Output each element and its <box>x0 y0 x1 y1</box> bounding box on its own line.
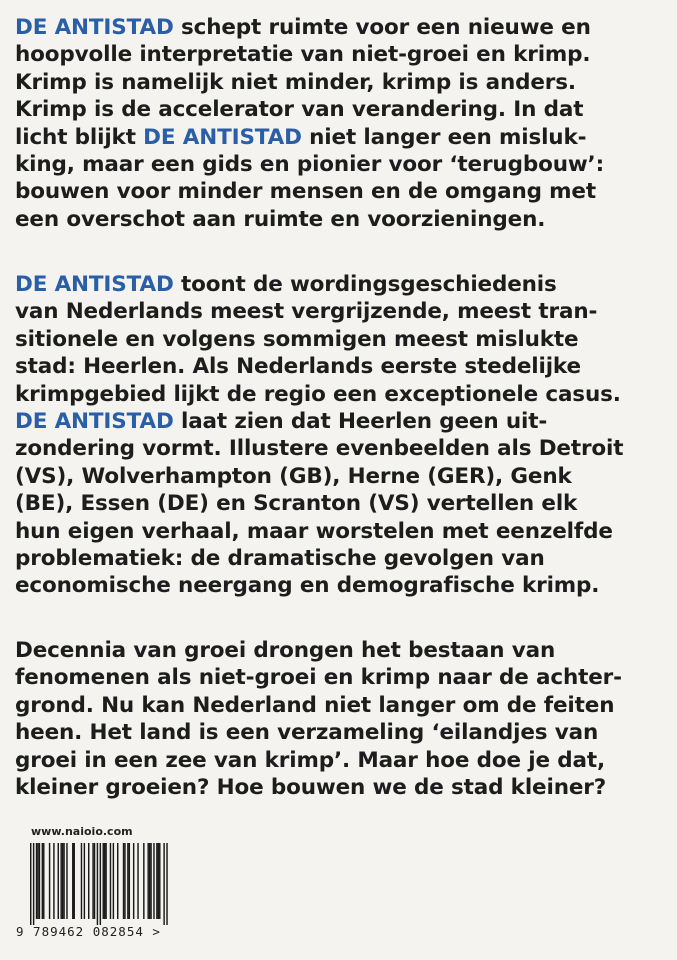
barcode-bar <box>156 843 157 919</box>
barcode-bar <box>30 843 31 925</box>
barcode-bar <box>88 843 89 919</box>
text-line <box>15 408 670 435</box>
barcode-number: 9 789462 082854 > <box>16 924 161 939</box>
text-segment: toont de wordingsgeschiedenis <box>173 272 557 297</box>
barcode-bar <box>159 843 160 919</box>
text-segment: heen. Het land is een verzameling ‘eilandjes van <box>15 720 599 746</box>
text-line <box>15 124 670 151</box>
barcode-bar <box>104 843 105 919</box>
barcode-bar <box>105 843 106 919</box>
text-line <box>15 381 670 408</box>
barcode-bar <box>74 843 75 919</box>
barcode-bar <box>143 843 144 919</box>
text-line <box>15 692 670 719</box>
barcode-bar <box>42 843 43 919</box>
barcode-bar <box>124 843 125 919</box>
blurb-paragraph-2 <box>15 271 670 600</box>
barcode-bar <box>60 843 61 919</box>
barcode-bar <box>153 843 154 919</box>
barcode-bar <box>97 843 98 925</box>
barcode-bar <box>149 843 150 919</box>
barcode-bar <box>92 843 93 919</box>
text-segment: king, maar een gids en pionier voor ‘terugbouw’: <box>15 151 605 177</box>
text-segment: kleiner groeien? Hoe bouwen we de stad kleiner? <box>15 774 607 800</box>
barcode-bar <box>123 843 124 919</box>
text-segment: licht blijkt <box>15 124 144 150</box>
barcode-bar <box>66 843 67 919</box>
text-line <box>15 96 670 123</box>
text-segment: grond. Nu kan Nederland niet langer om de feiten <box>15 692 615 718</box>
text-segment: een overschot aan ruimte en voorzieningen. <box>15 206 546 232</box>
text-segment: zondering vormt. Illustere evenbeelden als Detroit <box>15 436 624 462</box>
text-line <box>15 774 670 801</box>
text-segment: schept ruimte voor een nieuwe en <box>173 15 591 40</box>
blurb-paragraph-3 <box>15 637 670 801</box>
text-line <box>15 69 670 96</box>
barcode-bar <box>110 843 111 919</box>
barcode-bar <box>94 843 95 919</box>
text-segment: Decennia van groei drongen het bestaan van <box>15 638 556 663</box>
barcode-bar <box>39 843 40 919</box>
text-line <box>15 463 670 490</box>
barcode-bar <box>49 843 50 919</box>
text-segment: krimpgebied lijkt de regio een exceptionele casus. <box>15 381 621 407</box>
barcode-bar <box>62 843 63 919</box>
text-segment: groei in een zee van krimp’. Maar hoe doe je dat, <box>15 747 605 773</box>
text-line <box>15 14 670 41</box>
barcode-bar <box>158 843 159 919</box>
text-segment: van Nederlands meest vergrijzende, meest tran- <box>15 299 598 325</box>
book-title-mention: DE ANTISTAD <box>15 15 174 40</box>
barcode-bar <box>150 843 151 919</box>
barcode-bar <box>37 843 38 919</box>
barcode-bar <box>58 843 59 919</box>
text-line <box>15 572 670 599</box>
text-segment: economische neergang en demografische krimp. <box>15 573 600 599</box>
text-segment: stad: Heerlen. Als Nederlands eerste stedelijke <box>15 354 581 380</box>
text-line <box>15 206 670 233</box>
text-line <box>15 719 670 746</box>
text-segment: bouwen voor minder mensen en de omgang met <box>15 179 596 205</box>
book-title-mention: DE ANTISTAD <box>15 272 174 297</box>
text-segment: fenomenen als niet-groei en krimp naar de achter- <box>15 665 622 691</box>
barcode-bar <box>63 843 64 919</box>
text-segment: (VS), Wolverhampton (GB), Herne (GER), Genk <box>15 463 572 489</box>
text-line <box>15 435 670 462</box>
text-line <box>15 490 670 517</box>
barcode-bar <box>103 843 104 919</box>
text-segment: Krimp is namelijk niet minder, krimp is anders. <box>15 69 576 95</box>
barcode-bar <box>166 843 167 925</box>
text-line <box>15 326 670 353</box>
barcode-bar <box>53 843 54 919</box>
text-segment: laat zien dat Heerlen geen uit- <box>173 408 548 434</box>
text-segment: hoopvolle interpretatie van niet-groei en krimp. <box>15 42 591 68</box>
text-segment: (BE), Essen (DE) en Scranton (VS) vertellen elk <box>15 491 578 517</box>
barcode-bar <box>33 843 34 925</box>
book-title-mention: DE ANTISTAD <box>143 124 302 150</box>
barcode-bar <box>147 843 148 919</box>
text-line <box>15 151 670 178</box>
blurb-paragraph-1 <box>15 14 670 233</box>
text-segment: Krimp is de accelerator van verandering. In dat <box>15 97 584 123</box>
barcode-bar <box>113 843 114 919</box>
text-segment: hun eigen verhaal, maar worstelen met eenzelfde <box>15 518 613 544</box>
isbn-barcode <box>30 843 180 925</box>
text-line <box>15 271 670 298</box>
barcode-bar <box>72 843 73 919</box>
text-line <box>15 747 670 774</box>
text-line <box>15 178 670 205</box>
barcode-bar <box>36 843 37 919</box>
barcode-bar <box>133 843 134 919</box>
barcode-bar <box>43 843 44 919</box>
barcode-bar <box>84 843 85 919</box>
book-title-mention: DE ANTISTAD <box>15 408 174 434</box>
text-line <box>15 518 670 545</box>
barcode-bar <box>100 843 101 925</box>
text-segment: niet langer een misluk- <box>301 124 587 150</box>
text-line <box>15 637 670 664</box>
text-line <box>15 545 670 572</box>
barcode-bar <box>81 843 82 919</box>
barcode-bar <box>127 843 128 919</box>
text-line <box>15 41 670 68</box>
barcode-bar <box>163 843 164 925</box>
text-line <box>15 298 670 325</box>
barcode-bar <box>117 843 118 919</box>
publisher-url: www.naioio.com <box>31 825 133 838</box>
barcode-bar <box>137 843 138 919</box>
barcode-bar <box>129 843 130 919</box>
text-line <box>15 353 670 380</box>
text-segment: sitionele en volgens sommigen meest mislukte <box>15 326 579 352</box>
text-segment: problematiek: de dramatische gevolgen van <box>15 545 545 571</box>
text-line <box>15 664 670 691</box>
